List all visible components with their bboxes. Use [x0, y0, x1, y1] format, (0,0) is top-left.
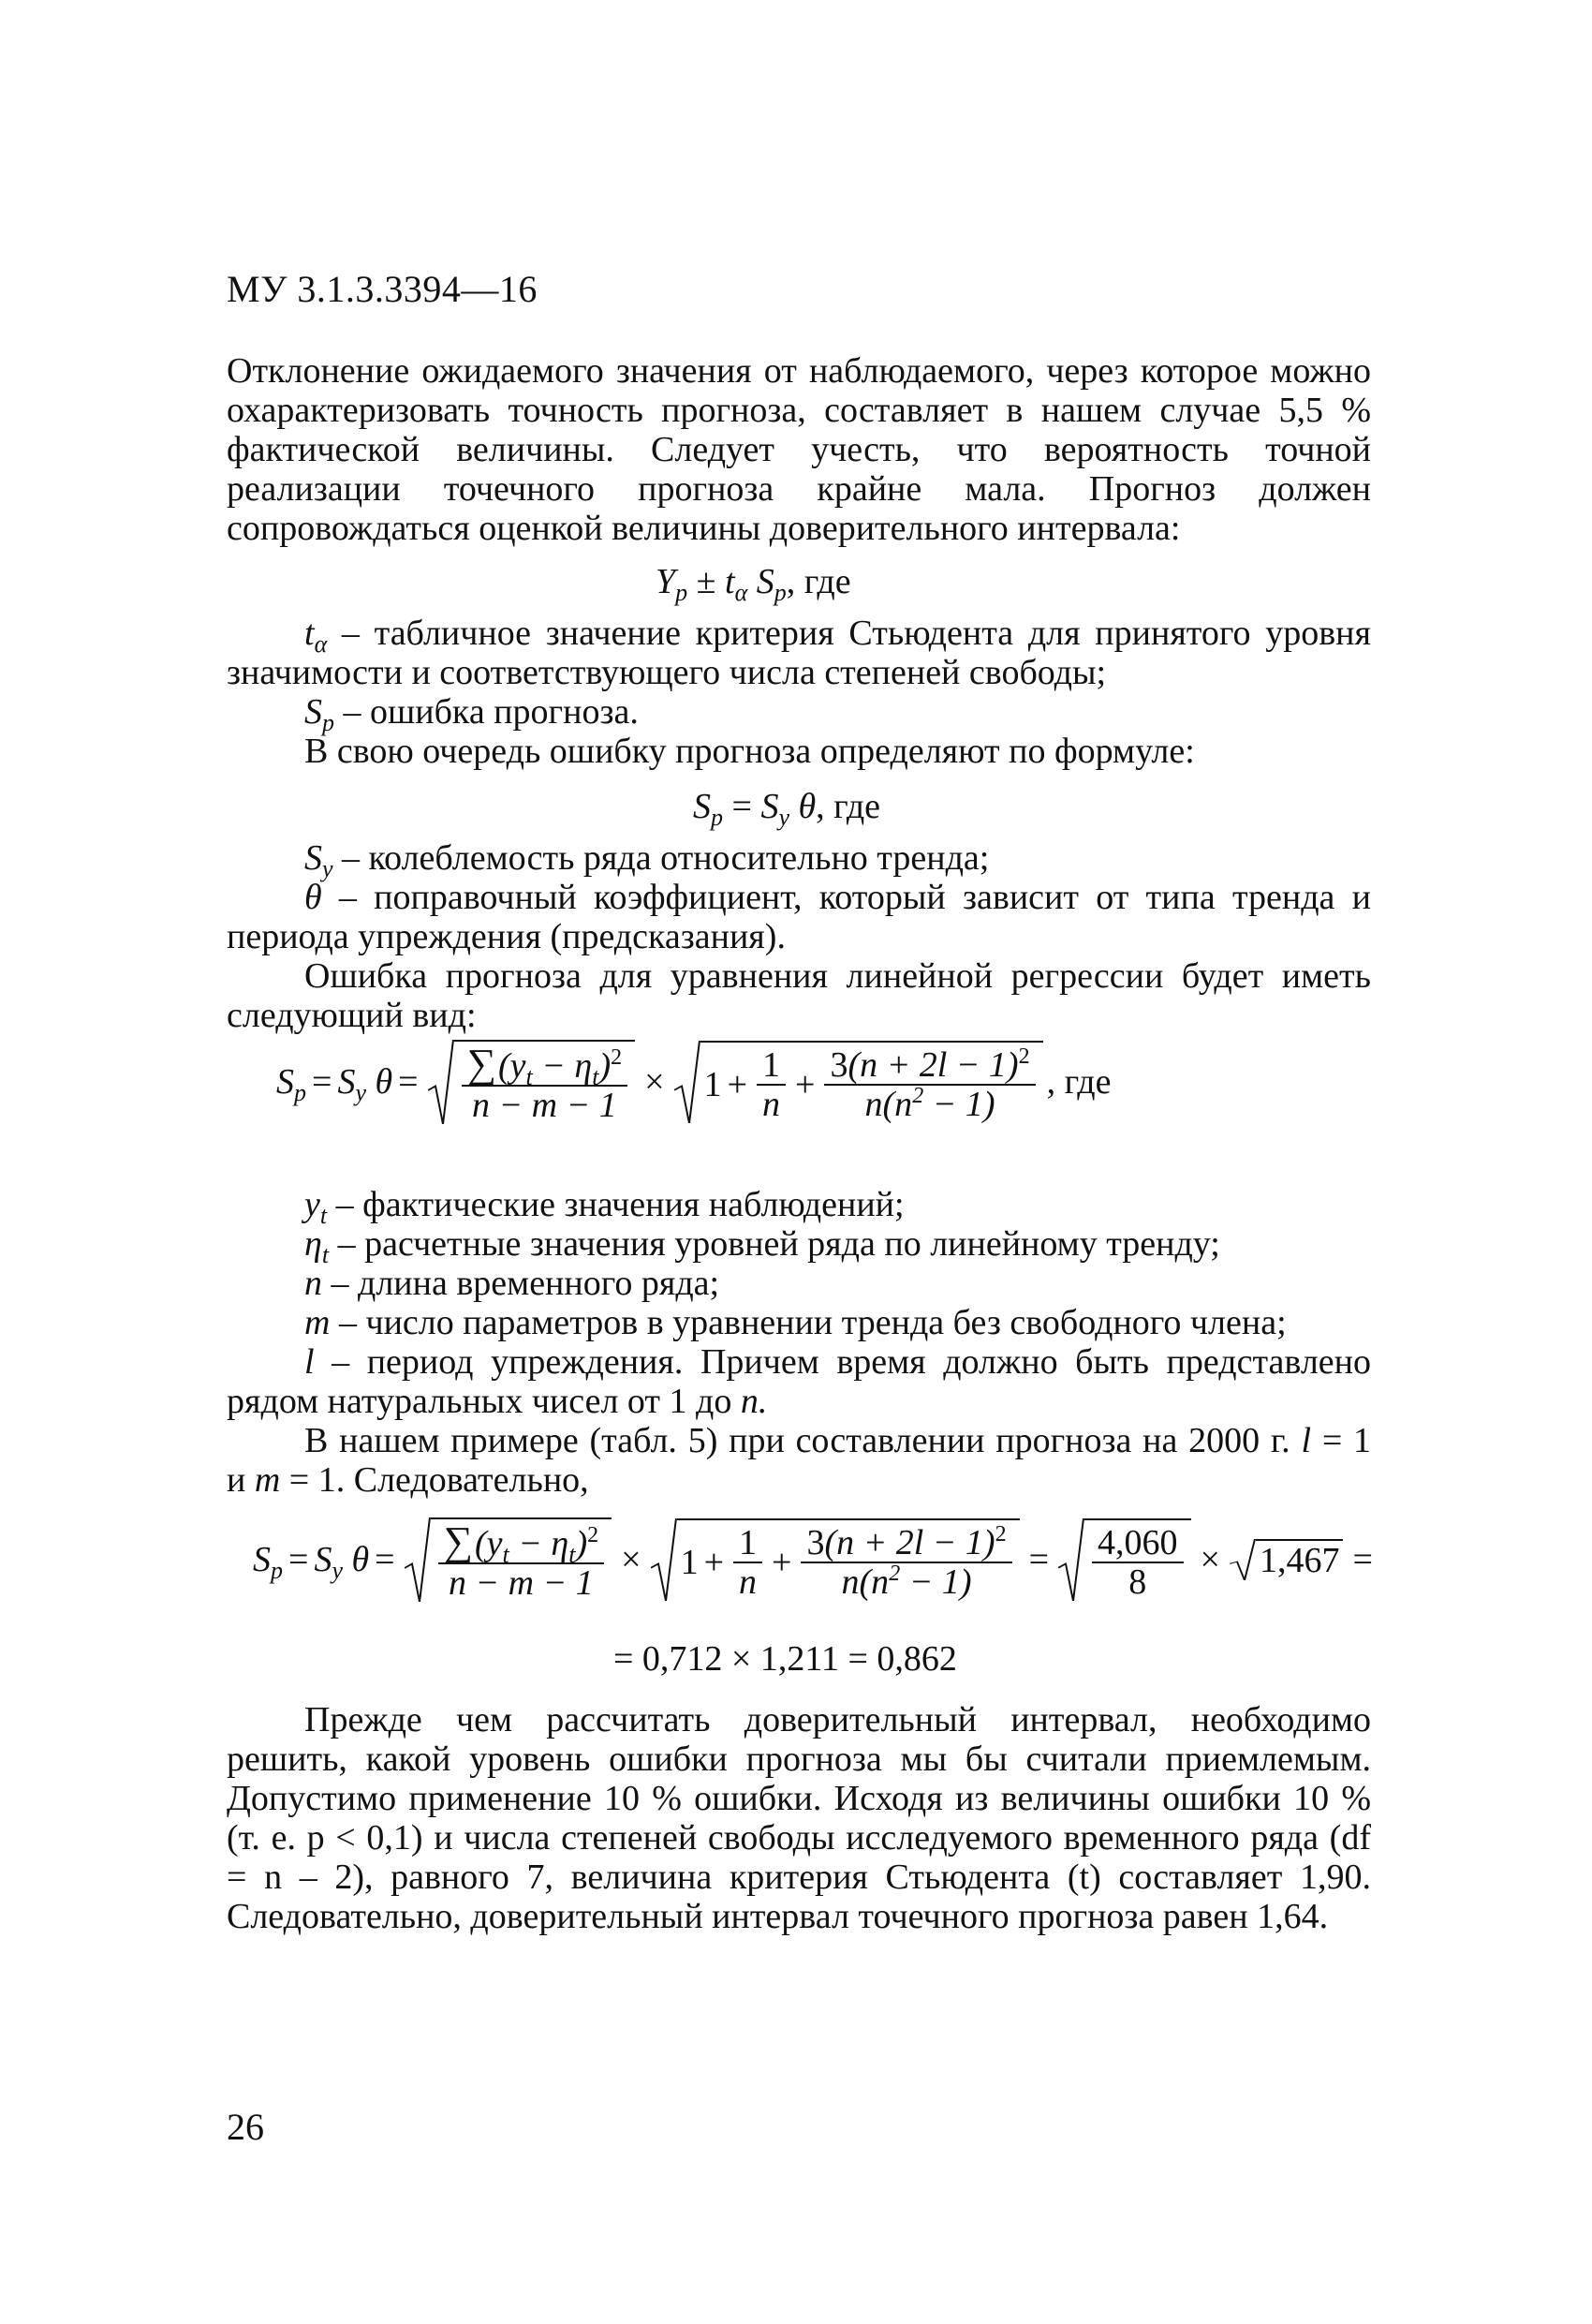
- formula-suffix: , где: [786, 562, 851, 601]
- formula-suffix: , где: [816, 787, 881, 826]
- fraction-numerator: 4,060: [1092, 1524, 1184, 1563]
- sqrt-sign: [1230, 1539, 1344, 1580]
- definition-sy: $S_y$ – колеблемость ряда относительно тренда;: [304, 838, 990, 882]
- text-block-variable-definitions: [227, 1185, 1371, 1500]
- formula-example-result: = 0,712 × 1,211 = 0,862: [613, 1639, 957, 1679]
- document-code: МУ 3.1.3.3394—16: [227, 268, 538, 310]
- text-block-definitions-2: [227, 838, 1371, 1035]
- text-block-intro: [227, 351, 1371, 548]
- formula-example-calculation: $S_p$ = $S_y$ θ = $\frac{\sum(y_t - \eta_t)^2}{n - m - 1}$ × 1 + $\frac{1}{n}$ + $\frac{3(n + 2l - 1)^2}{n(n^2 - 1)}$ = $\frac{4,060}{8}$ × 1,467 =: [253, 1518, 1373, 1603]
- definition-eta: $\eta_t$ – расчетные значения уровней ряда по линейному тренду;: [304, 1224, 1220, 1268]
- sqrt-sign: $\frac{\sum(y_t - \eta_t)^2}{n - m - 1}$: [405, 1517, 612, 1602]
- definition-t-alpha: $t_\alpha$ – табличное значение критерия Стьюдента для принятого уровня значимости и соответствующего числа степеней свободы;: [227, 614, 1371, 692]
- root-value: 1,467: [1256, 1539, 1344, 1580]
- fraction-denominator: 8: [1128, 1562, 1147, 1602]
- definition-n: n – длина временного ряда;: [304, 1264, 720, 1303]
- definition-theta: θ – поправочный коэффициент, который зависит от типа тренда и периода упреждения (предсказания).: [227, 878, 1371, 956]
- sqrt-sign: 1 + $\frac{1}{n}$ + $\frac{3(n + 2l - 1)^2}{n(n^2 - 1)}$: [674, 1041, 1043, 1123]
- definition-l: l – период упреждения. Причем время должно быть представлено рядом натуральных чисел от 1 до n.: [227, 1342, 1372, 1421]
- paragraph-deviation: Отклонение ожидаемого значения от наблюдаемого, через которое можно охарактеризовать точность прогноза, составляет в нашем случае 5,5 % фактической величины. Следует учесть, что вероятность точной реализации точечного прогноза крайне мала. Прогноз должен сопровождаться оценкой величины доверительного интервала:: [227, 351, 1371, 548]
- definition-yt: $y_t$ – фактические значения наблюдений;: [304, 1185, 905, 1229]
- text-block-definitions-1: [227, 614, 1371, 771]
- page-number: 26: [227, 2106, 264, 2148]
- definition-m: m – число параметров в уравнении тренда без свободного члена;: [304, 1303, 1287, 1342]
- formula-suffix: , где: [1046, 1062, 1112, 1102]
- sqrt-sign: $\frac{\sum(y_t - \eta_t)^2}{n - m - 1}$: [428, 1040, 636, 1124]
- text-block-conclusion: [227, 1700, 1371, 1936]
- sqrt-sign: 1 + $\frac{1}{n}$ + $\frac{3(n + 2l - 1)^2}{n(n^2 - 1)}$: [651, 1518, 1020, 1601]
- paragraph-linear-regression: Ошибка прогноза для уравнения линейной регрессии будет иметь следующий вид:: [227, 956, 1371, 1035]
- paragraph-error-formula: В свою очередь ошибку прогноза определяют по формуле:: [304, 732, 1195, 771]
- definition-sp: $S_p$ – ошибка прогноза.: [304, 692, 639, 736]
- paragraph-confidence-interval: Прежде чем рассчитать доверительный интервал, необходимо решить, какой уровень ошибки прогноза мы бы считали приемлемым. Допустимо применение 10 % ошибки. Исходя из величины ошибки 10 % (т. е. р < 0,1) и числа степеней свободы исследуемого временного ряда (df = n – 2), равного 7, величина критерия Стьюдента (t) составляет 1,90. Следовательно, доверительный интервал точечного прогноза равен 1,64.: [227, 1700, 1371, 1936]
- formula-linear-regression-error: $S_p$ = $S_y$ θ = $\frac{\sum(y_t - \eta_t)^2}{n - m - 1}$ × 1 + $\frac{1}{n}$ + $\frac{3(n + 2l - 1)^2}{n(n^2 - 1)}$ , где: [276, 1041, 1112, 1125]
- formula-forecast-error: $S_p = S_y$ θ, где: [693, 787, 881, 831]
- paragraph-example: В нашем примере (табл. 5) при составлении прогноза на 2000 г. l = 1 и m = 1. Следовательно,: [227, 1421, 1372, 1500]
- formula-confidence-interval: $Y_p \pm t_\alpha$ $S_p$, где: [656, 562, 851, 606]
- sqrt-sign: [1058, 1518, 1191, 1601]
